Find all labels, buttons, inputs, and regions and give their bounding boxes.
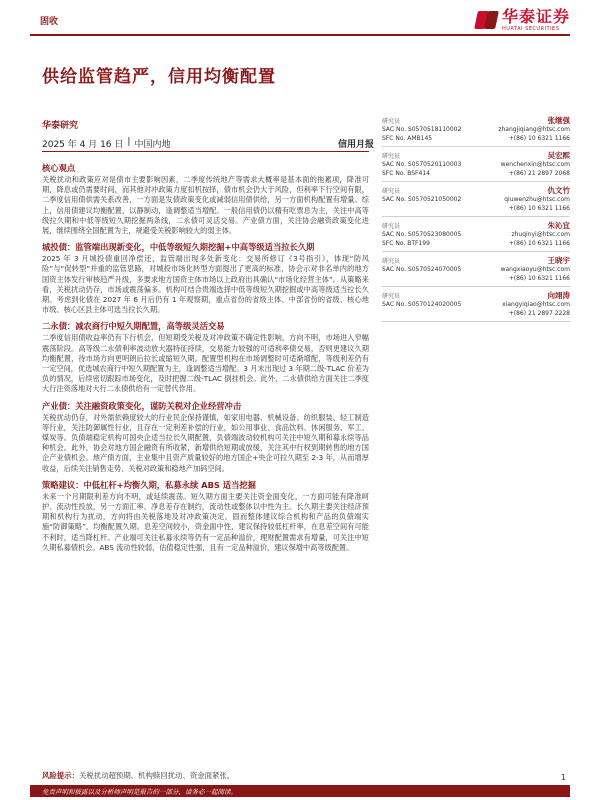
analyst-name: 朱沁宜 xyxy=(547,221,570,230)
report-type: 信用月报 xyxy=(338,140,375,150)
brand-logo xyxy=(476,8,570,32)
section-heading: 二永债：减农商行中短久期配置，高等级灵活交易 xyxy=(42,321,225,332)
main-content xyxy=(42,162,369,558)
research-org: 华泰研究 xyxy=(42,121,79,131)
analyst-phone: +(86) 10 6321 1166 xyxy=(508,240,570,247)
section-body: 关税扰动和政策应对是债市主要影响因素，二季度传统地产等需求大概率是基本面的拖累项，降准可期，降息或仍需要时间，而其他对冲政策力度扣机按择，债市机会仍大于风险，但利率下行空间有限，二季度信用债供需关系改善，一方面是发债政策变化或减弱信用债供给，另一方面机构配置有增量。综上，信用债建议均衡配置，以静制动，逢调整适当增配。一般信用债仍以精有吃票息为主，关注中高等级拉久期和中低等级短久期挖掘两条线，二永债可灵活交易。产业债方面，关注协会融资政策变化进展，继续围绕全国配置为主，规避受关税影响较大的弱主体。 xyxy=(42,175,369,236)
section-heading: 城投债：监管端出现新变化，中低等级短久期挖掘+中高等级适当拉长久期 xyxy=(42,242,315,253)
date-rule xyxy=(42,151,369,152)
analyst-sfc: SFC No. BTF199 xyxy=(382,240,430,247)
analyst-email[interactable]: qiuwenzhu@htsc.com xyxy=(504,196,570,203)
analyst-sfc: SFC No. BSF414 xyxy=(382,170,430,177)
analyst-role: 研究员 xyxy=(382,118,401,125)
risk-warning xyxy=(42,770,234,781)
analyst-card xyxy=(382,182,570,217)
analyst-role: 研究员 xyxy=(382,293,401,300)
analyst-role: 研究员 xyxy=(382,223,401,230)
section-body: 二季度信用债收益率仍有下行机会，但短期受关税及对冲政策不确定性影响，方向不明，市场进入窄幅震荡阶段。高等级二永债利率波动放大器特征持续，交易能力较强的可适利率债交易，否则更建议久期均衡配置，待市场方向更明朗后拉长或缩短久期。配置型机构在市场调整时可适渐增配，等级利差仍有一定空间，优选城农商行中短久期配置为主，逢调整适当增配。3 月末出现过 3 年期二级-TLAC 价差为负的情况，后续密切跟踪市场变化，及时把握二级-TLAC 倒挂机会。此外，二永债供给方面关注二季度大行注资落地对大行二永债供给有一定替代作用。 xyxy=(42,333,369,394)
analyst-role: 研究员 xyxy=(382,188,401,195)
risk-label: 风险提示： xyxy=(42,771,79,780)
section-body: 关税扰动仍存，对外需依赖度较大的行业民企保持谨慎，如家用电器、机械设备、纺织服装、轻工制造等行业，关注防御属性行业，且存在一定利差补偿的行业，如公用事业、食品饮料、休闲服务、军工、煤炭等。负债端稳定机构可国央企适当拉长久期配置，负债端波动较机构可关注中短久期和募永续等品种机会。此外，协会对地方国企融资有所收紧，新增供给短期或放缓，关注其中行权到期转售的地方国企产业债机会。地产债方面，主业集中且资产质量较好的地方国企+央企可拉久期至 2-3 年，从而增厚收益，后续关注销售走势、关税对政策和稳地产加码空间。 xyxy=(42,412,369,473)
disclaimer-text: 免责声明和披露以及分析师声明是报告的一部分，请务必一起阅读。 xyxy=(42,787,237,796)
analyst-name: 王晓宇 xyxy=(547,256,570,265)
analyst-phone: +(86) 10 6321 1166 xyxy=(508,135,570,142)
analyst-sac: SAC No. S0570520110003 xyxy=(382,161,462,168)
analyst-sac: SAC No. S0570521050002 xyxy=(382,196,462,203)
logo-name-en: HUATAI SECURITIES xyxy=(501,26,560,32)
section-chengtou xyxy=(42,241,369,315)
header-rule xyxy=(30,34,570,36)
analyst-sfc: SFC No. AMB145 xyxy=(382,135,433,142)
analyst-sac: SAC No. S0570524070005 xyxy=(382,266,462,273)
analyst-role: 研究员 xyxy=(382,258,401,265)
analyst-phone: +(86) 10 6321 1166 xyxy=(508,275,570,282)
section-heading: 策略建议：中低杠杆+均衡久期，私募永续 ABS 适当挖掘 xyxy=(42,479,256,490)
analyst-name: 张继强 xyxy=(547,116,570,125)
footer-bar xyxy=(30,785,570,797)
analyst-panel xyxy=(382,112,570,322)
section-heading: 产业债：关注融资政策变化，谨防关税对企业经营冲击 xyxy=(42,400,242,411)
section-heading: 核心观点 xyxy=(42,163,76,173)
analyst-card xyxy=(382,217,570,252)
risk-text: 关税扰动超预期、机构赎回扰动、资金面紧张。 xyxy=(78,771,235,780)
section-industry xyxy=(42,400,369,474)
section-tag: 固收 xyxy=(40,17,59,27)
section-body: 2025 年 3 月城投债重回净偿还，监管端出现多处新变化：交易所修订《3号指引》，体现“防风险”与“促转型”并重的监管思路，对城投市场化转型方面提出了更高的标准，协会示对非名单内的地方国资主体发行审核趋严升级，多要求地方国资主体市场以上政府出具确认“市场化经营主体”。从策略来看，关税扰动仍存，市场或震荡偏多。机构可结合贵端选择中低等级短久期挖掘或中高等级适当拉长久期。考虑到化债在 2027 年 6 月后仍有 1 年观察期，重点省份的省级主体、中部省份的省级、核心地市级、核心区县主体可选当拉长久期。 xyxy=(42,254,369,315)
report-date: 2025 年 4 月 16 日 xyxy=(42,140,124,150)
analyst-card xyxy=(382,287,570,322)
analyst-sac: SAC No. S0570523080005 xyxy=(382,231,462,238)
analyst-card xyxy=(382,112,570,147)
analyst-email[interactable]: zhangjiqiang@htsc.com xyxy=(498,126,570,133)
section-core-view xyxy=(42,162,369,236)
section-body: 未来一个月期限利差方向不明，或延续震荡。短久期方面主要关注资金面变化，一方面可能有降准呵护、流动性投放，另一方面汇率、净息差存在制约，流动性或整体以中性为主。长久期主要关注经济预期和机构行为扰动，方向将由关税落地及对冲政策决定。固而整体建议综合机构和产品的负债端实施“防御策略”，均衡配置久期。息差空间较小，资金面中性，建议保持较低杠杆率，在息差空间有可能不利时，适当降杠杆。产业端可关注私募永续等仍有一定品种溢价，理财配置需求有增量，可关注中短久期私募债机会。ABS 流动性较弱，估值稳定性强，且有一定品种溢价，建议保增中高等级配置。 xyxy=(42,491,369,552)
report-region: 中国内地 xyxy=(134,140,171,150)
analyst-email[interactable]: xiangyiqiao@htsc.com xyxy=(502,301,570,308)
analyst-card xyxy=(382,147,570,182)
analyst-phone: +(86) 21 2897 2068 xyxy=(508,170,570,177)
section-strategy xyxy=(42,479,369,553)
analyst-role: 研究员 xyxy=(382,153,401,160)
logo-mark-icon xyxy=(476,9,498,31)
analyst-email[interactable]: wenchenxin@htsc.com xyxy=(500,161,570,168)
report-title: 供给监管趋严，信用均衡配置 xyxy=(42,67,276,87)
page-number: 1 xyxy=(560,773,566,782)
analyst-email[interactable]: wangxiaoyu@htsc.com xyxy=(500,266,570,273)
analyst-phone: +(86) 21 2897 2228 xyxy=(508,310,570,317)
analyst-phone: +(86) 10 6321 1166 xyxy=(508,205,570,212)
analyst-card xyxy=(382,252,570,287)
analyst-name: 仇文竹 xyxy=(547,186,570,195)
analyst-sac: SAC No. S0570124020005 xyxy=(382,301,462,308)
logo-name-cn: 华泰证券 xyxy=(501,7,570,26)
analyst-sac: SAC No. S0570518110002 xyxy=(382,126,462,133)
analyst-name: 吴宏熙 xyxy=(547,151,570,160)
dateline xyxy=(42,137,170,150)
dateline-separator: | xyxy=(127,137,131,147)
analyst-name: 向翊涛 xyxy=(547,291,570,300)
analyst-email[interactable]: zhuqinyi@htsc.com xyxy=(511,231,570,238)
section-eryong xyxy=(42,320,369,394)
